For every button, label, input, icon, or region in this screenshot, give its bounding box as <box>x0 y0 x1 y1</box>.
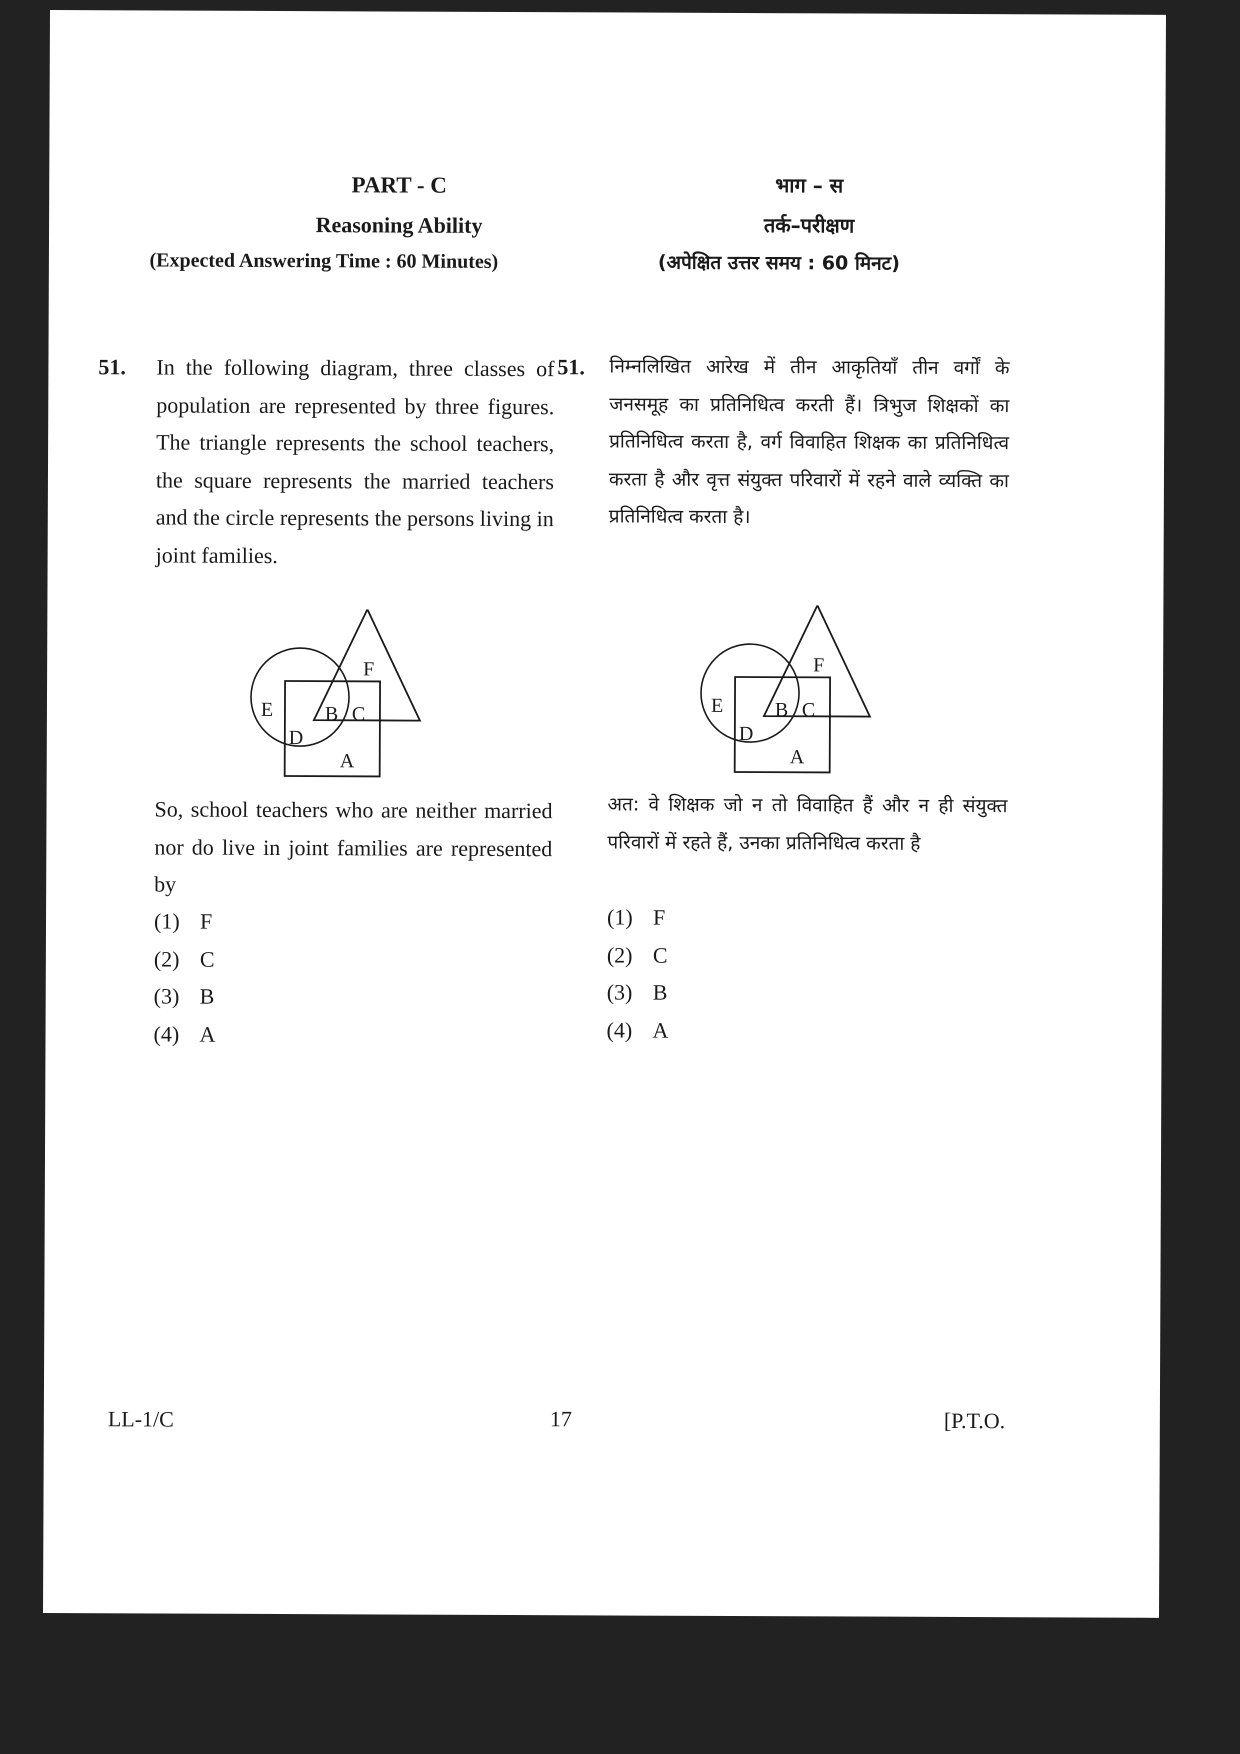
option-1-english[interactable] <box>154 902 216 940</box>
region-label-b: B <box>324 703 339 726</box>
page-number: 17 <box>549 1406 572 1432</box>
option-number: (1) <box>606 904 633 930</box>
option-number: (4) <box>606 1016 633 1043</box>
question-prompt-english: So, school teachers who are neither married nor do live in joint families are represented by <box>154 796 553 897</box>
option-label: A <box>199 1021 216 1047</box>
section-title-english: Reasoning Ability <box>315 212 483 238</box>
option-label: C <box>199 946 215 972</box>
options-english <box>153 902 216 1052</box>
option-number: (2) <box>153 945 180 972</box>
option-label: B <box>199 983 215 1009</box>
region-label-a: A <box>339 750 355 773</box>
region-label-e: E <box>260 698 274 721</box>
region-label-f: F <box>363 658 375 681</box>
region-label-c: C <box>801 699 816 722</box>
region-label-b: B <box>774 699 789 722</box>
question-prompt-hindi: अत: वे शिक्षक जो न तो विवाहित हैं और न ही संयुक्त परिवारों में रहते हैं, उनका प्रतिनिधित्व करता है <box>607 793 1008 855</box>
option-4-hindi[interactable] <box>606 1011 668 1049</box>
part-title-hindi: भाग – स <box>775 173 844 198</box>
section-title-hindi: तर्क–परीक्षण <box>763 213 855 238</box>
region-label-d: D <box>288 727 304 750</box>
paper-code: LL-1/C <box>107 1406 174 1432</box>
venn-diagram-hindi <box>687 605 888 776</box>
option-number: (2) <box>606 941 633 968</box>
answering-time-hindi: (अपेक्षित उत्तर समय : 60 मिनट) <box>657 251 900 275</box>
please-turn-over: [P.T.O. <box>943 1407 1006 1434</box>
question-number-english: 51. <box>98 354 126 380</box>
option-2-hindi[interactable] <box>607 936 669 974</box>
option-3-hindi[interactable] <box>607 973 669 1011</box>
region-label-d: D <box>738 723 754 746</box>
option-label: F <box>199 908 213 934</box>
scanned-page <box>43 10 1166 1618</box>
region-label-c: C <box>351 703 366 726</box>
region-label-f: F <box>813 654 825 677</box>
part-title-english: PART - C <box>351 172 448 198</box>
question-text-hindi: निम्नलिखित आरेख में तीन आकृतियाँ तीन वर्गों के जनसमूह का प्रतिनिधित्व करती हैं। त्रिभुज शिक्षकों का प्रतिनिधित्व करता है, वर्ग विवाहित शिक्षक का प्रतिनिधित्व करता है और वृत्त संयुक्त परिवारों में रहने वाले व्यक्ति का प्रतिनिधित्व करता है। <box>608 355 1010 529</box>
option-number: (3) <box>606 979 633 1005</box>
option-label: B <box>652 979 668 1005</box>
option-label: A <box>652 1017 669 1043</box>
venn-diagram-english <box>237 609 438 780</box>
option-4-english[interactable] <box>153 1015 215 1053</box>
option-label: C <box>652 942 668 968</box>
option-number: (1) <box>153 908 180 934</box>
option-label: F <box>652 904 666 930</box>
question-number-hindi: 51. <box>557 354 586 380</box>
options-hindi <box>606 898 669 1048</box>
region-label-a: A <box>789 746 805 769</box>
option-1-hindi[interactable] <box>607 898 669 936</box>
option-number: (4) <box>153 1020 180 1047</box>
region-label-e: E <box>710 694 724 717</box>
option-3-english[interactable] <box>154 977 216 1015</box>
option-number: (3) <box>153 983 180 1009</box>
option-2-english[interactable] <box>154 940 216 978</box>
answering-time-english: (Expected Answering Time : 60 Minutes) <box>149 249 499 273</box>
question-text-english: In the following diagram, three classes of population are represented by three figures. The triangle represents the school teachers, the square represents the married teachers and the circle represents the persons living in joint families. <box>155 354 555 568</box>
